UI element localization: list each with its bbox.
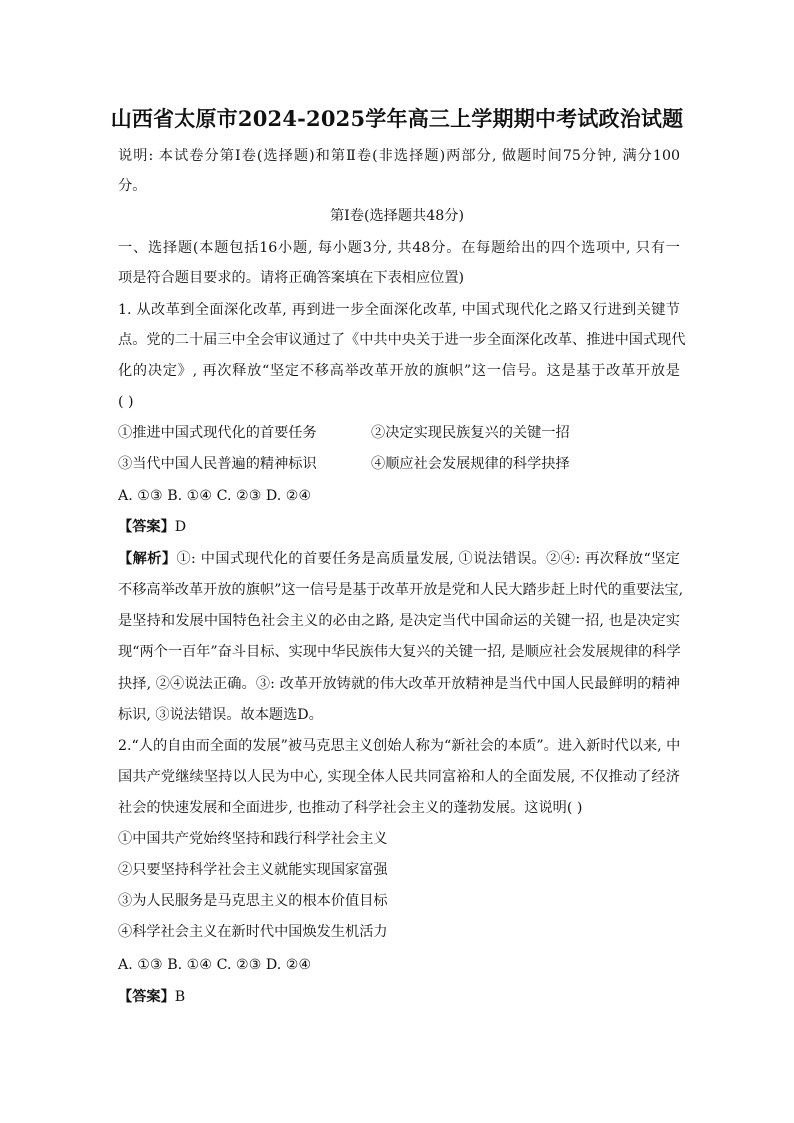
q1-option-2: ②决定实现民族复兴的关键一招	[371, 425, 570, 441]
q2-option-4: ④科学社会主义在新时代中国焕发生机活力	[118, 924, 388, 940]
q1-choices: A. ①③ B. ①④ C. ②③ D. ②④	[118, 488, 312, 504]
analysis-text: ①: 中国式现代化的首要任务是高质量发展, ①说法错误。②④: 再次释放“坚定	[176, 551, 680, 567]
answer-value: B	[174, 989, 186, 1005]
q2-option-1: ①中国共产党始终坚持和践行科学社会主义	[118, 831, 388, 847]
part-header: 第Ⅰ卷(选择题共48分)	[329, 208, 465, 224]
answer-label: 【答案】	[118, 519, 175, 535]
page-title: 山西省太原市2024-2025学年高三上学期期中考试政治试题	[110, 106, 684, 131]
q1-stem-line-1: 1. 从改革到全面深化改革, 再到进一步全面深化改革, 中国式现代化之路又行进到关键节	[118, 302, 680, 318]
q2-option-3: ③为人民服务是马克思主义的根本价值目标	[118, 893, 388, 909]
q2-option-2: ②只要坚持科学社会主义就能实现国家富强	[118, 862, 388, 878]
q1-option-1: ①推进中国式现代化的首要任务	[118, 425, 317, 441]
section-line-2: 项是符合题目要求的。请将正确答案填在下表相应位置)	[118, 270, 465, 286]
q2-stem-line-2: 国共产党继续坚持以人民为中心, 实现全体人民共同富裕和人的全面发展, 不仅推动了经济	[118, 769, 680, 785]
section-line-1: 一、选择题(本题包括16小题, 每小题3分, 共48分。在每题给出的四个选项中, 只有一	[118, 240, 680, 256]
answer-value: D	[174, 519, 187, 535]
q1-option-4: ④顺应社会发展规律的科学抉择	[371, 456, 570, 472]
q2-choices: A. ①③ B. ①④ C. ②③ D. ②④	[118, 957, 312, 973]
q1-stem-line-4: ( )	[118, 394, 134, 410]
q1-analysis-line-2: 不移高举改革开放的旗帜”这一信号是基于改革开放是党和人民大踏步赶上时代的重要法宝,	[118, 582, 684, 598]
q1-analysis-line-3: 是坚持和发展中国特色社会主义的必由之路, 是决定当代中国命运的关键一招, 也是决定实	[118, 613, 680, 629]
q1-analysis-line-4: 现“两个一百年”奋斗目标、实现中华民族伟大复兴的关键一招, 是顺应社会发展规律的科学	[118, 644, 681, 660]
instructions-line-1: 说明: 本试卷分第Ⅰ卷(选择题)和第Ⅱ卷(非选择题)两部分, 做题时间75分钟, 满分100	[118, 148, 680, 164]
q1-answer	[118, 517, 680, 537]
q1-stem-line-3: 化的决定》, 再次释放“坚定不移高举改革开放的旗帜”这一信号。这是基于改革开放是	[118, 363, 680, 379]
q1-stem-line-2: 点。党的二十届三中全会审议通过了《中共中央关于进一步全面深化改革、推进中国式现代	[118, 332, 686, 348]
answer-label: 【答案】	[118, 989, 175, 1005]
q1-analysis-line-1	[118, 549, 680, 569]
q1-analysis-line-5: 抉择, ②④说法正确。③: 改革开放铸就的伟大改革开放精神是当代中国人民最鲜明的精神	[118, 676, 680, 692]
q2-stem-line-3: 社会的快速发展和全面进步, 也推动了科学社会主义的蓬勃发展。这说明( )	[118, 800, 583, 816]
q1-analysis-line-6: 标识, ③说法错误。故本题选D。	[118, 707, 323, 723]
q2-answer	[118, 987, 680, 1007]
instructions-line-2: 分。	[118, 178, 147, 194]
q2-stem-line-1: 2.“人的自由而全面的发展”被马克思主义创始人称为“新社会的本质”。进入新时代以来, 中	[118, 738, 681, 754]
q1-option-3: ③当代中国人民普遍的精神标识	[118, 456, 317, 472]
analysis-label: 【解析】	[118, 551, 177, 567]
